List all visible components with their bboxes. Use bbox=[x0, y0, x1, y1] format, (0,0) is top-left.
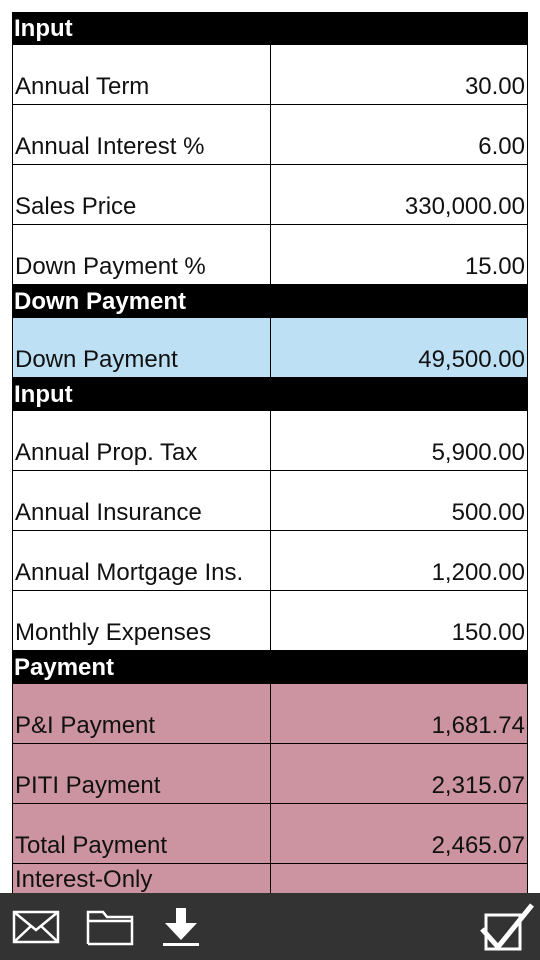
email-button[interactable] bbox=[8, 893, 64, 960]
envelope-icon bbox=[12, 910, 60, 944]
confirm-button[interactable] bbox=[474, 893, 538, 960]
row-value-input[interactable]: 150.00 bbox=[451, 619, 525, 646]
download-button[interactable] bbox=[156, 893, 206, 960]
checkbox-check-icon bbox=[476, 901, 536, 953]
row-value-result bbox=[271, 864, 527, 894]
row-annual-insurance[interactable] bbox=[12, 471, 528, 531]
row-value-input[interactable]: 500.00 bbox=[451, 499, 525, 526]
row-label: Down Payment bbox=[13, 318, 271, 377]
row-value-input[interactable]: 330,000.00 bbox=[404, 193, 525, 220]
section-header-input: Input bbox=[12, 12, 528, 45]
row-sales-price[interactable] bbox=[12, 165, 528, 225]
row-label: Interest-Only bbox=[13, 864, 271, 894]
row-value-input[interactable]: 15.00 bbox=[464, 253, 525, 280]
row-annual-prop-tax[interactable] bbox=[12, 411, 528, 471]
row-piti-payment bbox=[12, 744, 528, 804]
row-total-payment bbox=[12, 804, 528, 864]
row-down-payment-percent[interactable] bbox=[12, 225, 528, 285]
row-annual-mortgage-ins[interactable] bbox=[12, 531, 528, 591]
section-header-down-payment: Down Payment bbox=[12, 285, 528, 318]
row-value-input[interactable]: 1,200.00 bbox=[431, 559, 525, 586]
row-label: Annual Mortgage Ins. bbox=[13, 531, 271, 590]
row-label: Sales Price bbox=[13, 165, 271, 224]
section-header-input-2: Input bbox=[12, 378, 528, 411]
row-value-input[interactable]: 5,900.00 bbox=[431, 439, 525, 466]
row-value-result: 49,500.00 bbox=[418, 346, 525, 373]
mortgage-calculator-sheet bbox=[12, 12, 528, 894]
row-label: Annual Interest % bbox=[13, 105, 271, 164]
row-monthly-expenses[interactable] bbox=[12, 591, 528, 651]
row-interest-only bbox=[12, 864, 528, 894]
row-label: Annual Insurance bbox=[13, 471, 271, 530]
row-value-result: 1,681.74 bbox=[431, 712, 525, 739]
row-value-result: 2,465.07 bbox=[431, 832, 525, 859]
row-value-input[interactable]: 6.00 bbox=[478, 133, 525, 160]
row-annual-interest[interactable] bbox=[12, 105, 528, 165]
row-label: PITI Payment bbox=[13, 744, 271, 803]
row-label: Total Payment bbox=[13, 804, 271, 863]
bottom-toolbar bbox=[0, 893, 540, 960]
row-pi-payment bbox=[12, 684, 528, 744]
row-label: Annual Term bbox=[13, 45, 271, 104]
row-annual-term[interactable] bbox=[12, 45, 528, 105]
row-value-input[interactable]: 30.00 bbox=[464, 73, 525, 100]
row-label: Monthly Expenses bbox=[13, 591, 271, 650]
row-down-payment-result bbox=[12, 318, 528, 378]
folder-icon bbox=[85, 908, 135, 946]
row-label: P&I Payment bbox=[13, 684, 271, 743]
section-header-payment: Payment bbox=[12, 651, 528, 684]
row-value-result: 2,315.07 bbox=[431, 772, 525, 799]
row-label: Annual Prop. Tax bbox=[13, 411, 271, 470]
download-icon bbox=[161, 906, 201, 948]
row-label: Down Payment % bbox=[13, 225, 271, 284]
open-folder-button[interactable] bbox=[82, 893, 138, 960]
